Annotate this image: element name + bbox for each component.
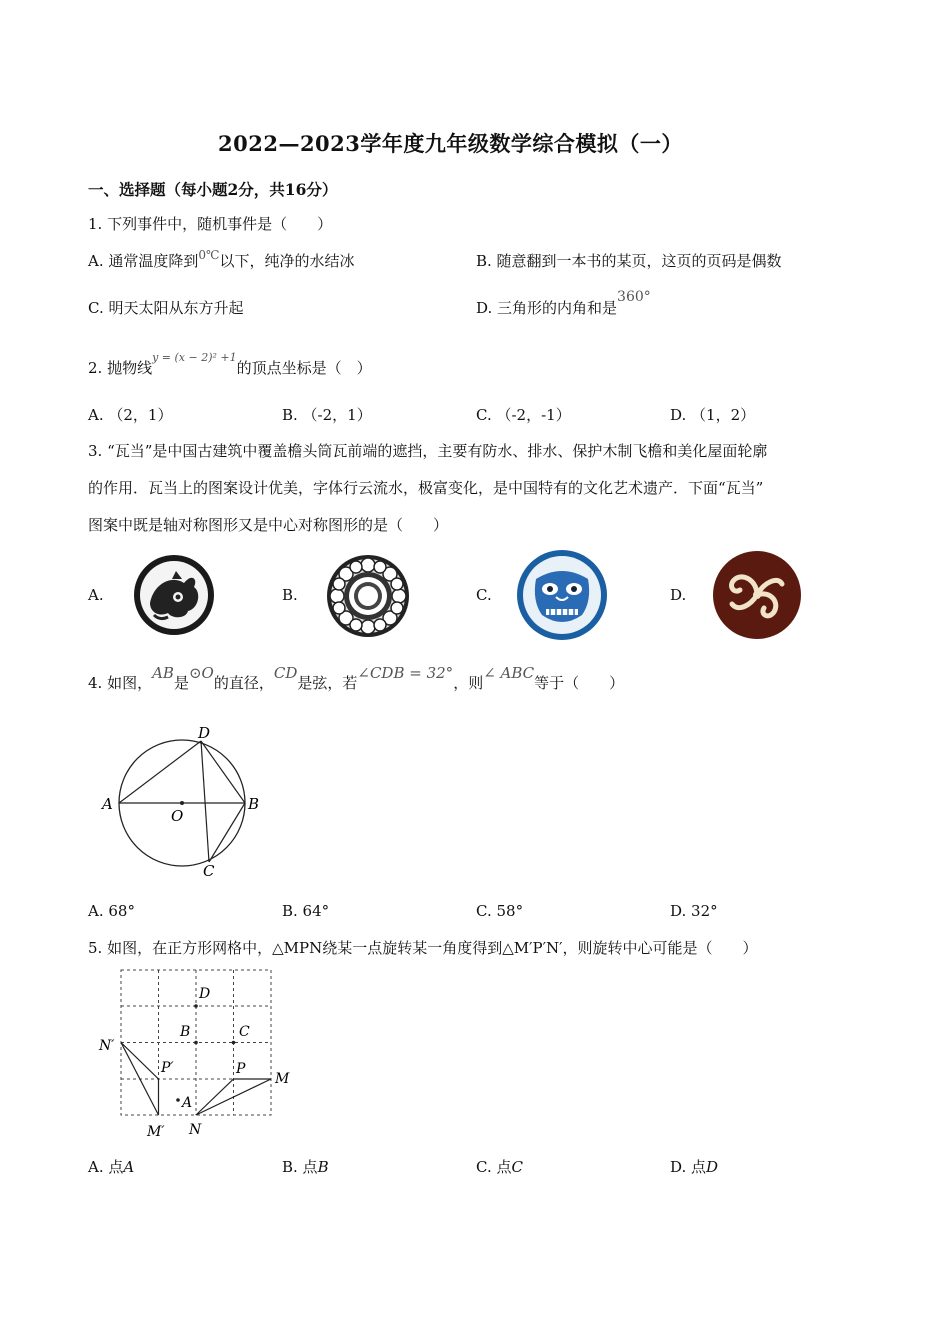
q4-m4: ∠CDB = 32° — [357, 664, 454, 682]
q3-line1: 3. “瓦当”是中国古建筑中覆盖檐头筒瓦前端的遮挡，主要有防水、排水、保护木制飞檐和美化屋面轮廓 — [88, 442, 768, 460]
q5-label-m-prime: M′ — [147, 1124, 165, 1140]
q2-stem — [88, 351, 372, 378]
q5-label-c: C — [239, 1024, 250, 1040]
q4-circle-diagram — [95, 720, 270, 885]
q1-d-math: 360° — [617, 289, 651, 305]
q4-m3: CD — [273, 664, 298, 682]
q4-center-point — [180, 801, 184, 805]
q5-label-d: D — [199, 986, 211, 1002]
q1-option-d — [476, 289, 651, 318]
q4-chord-dc — [201, 741, 209, 862]
q5-stem: 5. 如图，在正方形网格中，△MPN绕某一点旋转某一角度得到△M′P′N′，则旋转中心可能是（ ） — [88, 939, 758, 957]
q5-point-d — [194, 1004, 198, 1008]
q5-c-point: C — [511, 1158, 523, 1176]
q2-option-c: C. （-2，-1） — [476, 406, 571, 424]
q4-p2: 是 — [173, 674, 189, 692]
q2-option-a: A. （2，1） — [88, 406, 173, 424]
q3-option-b: B. — [282, 586, 298, 604]
q2-stem-math: y = (x − 2)² +1 — [152, 351, 237, 364]
q4-p6: 等于（ ） — [534, 674, 625, 692]
q4-label-a: A — [102, 795, 113, 813]
q5-b-point: B — [317, 1158, 329, 1176]
tile-b-lotus-image — [325, 553, 411, 639]
section-heading: 一、选择题（每小题2分，共16分） — [88, 180, 338, 199]
q5-label-n-prime: N′ — [99, 1038, 115, 1054]
q5-d-prefix: D. 点 — [670, 1158, 707, 1176]
q5-a-prefix: A. 点 — [88, 1158, 124, 1176]
q4-chord-db — [201, 741, 245, 803]
q3-option-d: D. — [670, 586, 687, 604]
q4-m5: ∠ ABC — [483, 664, 535, 682]
q5-label-a: A — [182, 1095, 193, 1111]
q5-a-point: A — [123, 1158, 135, 1176]
q2-option-d: D. （1，2） — [670, 406, 756, 424]
q5-point-a — [176, 1098, 180, 1102]
q5-label-b: B — [180, 1024, 191, 1040]
q5-label-m: M — [275, 1071, 290, 1087]
q4-label-c: C — [203, 862, 215, 880]
q4-p3: 的直径， — [213, 674, 274, 692]
q2-stem-prefix: 2. 抛物线 — [88, 359, 153, 377]
q5-label-n: N — [189, 1122, 202, 1138]
q4-chord-ad — [119, 741, 201, 803]
page-title: 2022—2023学年度九年级数学综合模拟（一） — [218, 131, 683, 156]
q4-m2: ⊙O — [188, 664, 214, 682]
q4-p4: 是弦，若 — [297, 674, 358, 692]
q1-option-a — [88, 250, 354, 271]
q4-option-c: C. 58° — [476, 902, 524, 920]
q5-point-b — [194, 1041, 198, 1045]
q1-a-math: 0℃ — [198, 248, 220, 262]
q4-label-o: O — [171, 807, 184, 825]
q4-p5: ，则 — [453, 674, 484, 692]
q5-d-point: D — [706, 1158, 719, 1176]
q5-label-p-prime: P′ — [161, 1060, 174, 1076]
q4-option-a: A. 68° — [88, 902, 135, 920]
q3-option-c: C. — [476, 586, 492, 604]
tile-d-cloud-image — [712, 550, 802, 640]
q5-option-c — [476, 1156, 523, 1177]
q1-option-b: B. 随意翻到一本书的某页，这页的页码是偶数 — [476, 252, 782, 270]
q4-p1: 4. 如图， — [88, 674, 153, 692]
q4-label-b: B — [248, 795, 260, 813]
q3-option-a: A. — [88, 586, 104, 604]
q5-label-p: P — [236, 1061, 246, 1077]
q5-grid-diagram — [95, 962, 305, 1142]
q4-label-d: D — [198, 724, 211, 742]
q3-line2: 的作用．瓦当上的图案设计优美，字体行云流水，极富变化，是中国特有的文化艺术遗产．下面“瓦当” — [88, 479, 764, 497]
q4-stem — [88, 664, 625, 693]
q4-option-d: D. 32° — [670, 902, 718, 920]
tile-a-tiger-image — [132, 553, 216, 637]
tile-c-mask-image — [516, 549, 608, 641]
q4-m1: AB — [152, 664, 174, 682]
q5-c-prefix: C. 点 — [476, 1158, 512, 1176]
q2-option-b: B. （-2，1） — [282, 406, 372, 424]
q1-a-suffix: 以下，纯净的水结冰 — [219, 252, 355, 270]
q1-option-c: C. 明天太阳从东方升起 — [88, 299, 244, 317]
q1-d-prefix: D. 三角形的内角和是 — [476, 299, 618, 317]
q5-option-a — [88, 1156, 134, 1177]
q2-stem-suffix: 的顶点坐标是（ ） — [236, 359, 372, 377]
q5-option-d — [670, 1156, 718, 1177]
q3-line3: 图案中既是轴对称图形又是中心对称图形的是（ ） — [88, 516, 449, 534]
q4-chord-cb — [209, 803, 245, 862]
q5-b-prefix: B. 点 — [282, 1158, 318, 1176]
q5-point-c — [232, 1041, 236, 1045]
q1-a-prefix: A. 通常温度降到 — [88, 252, 199, 270]
q5-option-b — [282, 1156, 329, 1177]
q4-option-b: B. 64° — [282, 902, 330, 920]
q1-stem: 1. 下列事件中，随机事件是（ ） — [88, 215, 333, 233]
